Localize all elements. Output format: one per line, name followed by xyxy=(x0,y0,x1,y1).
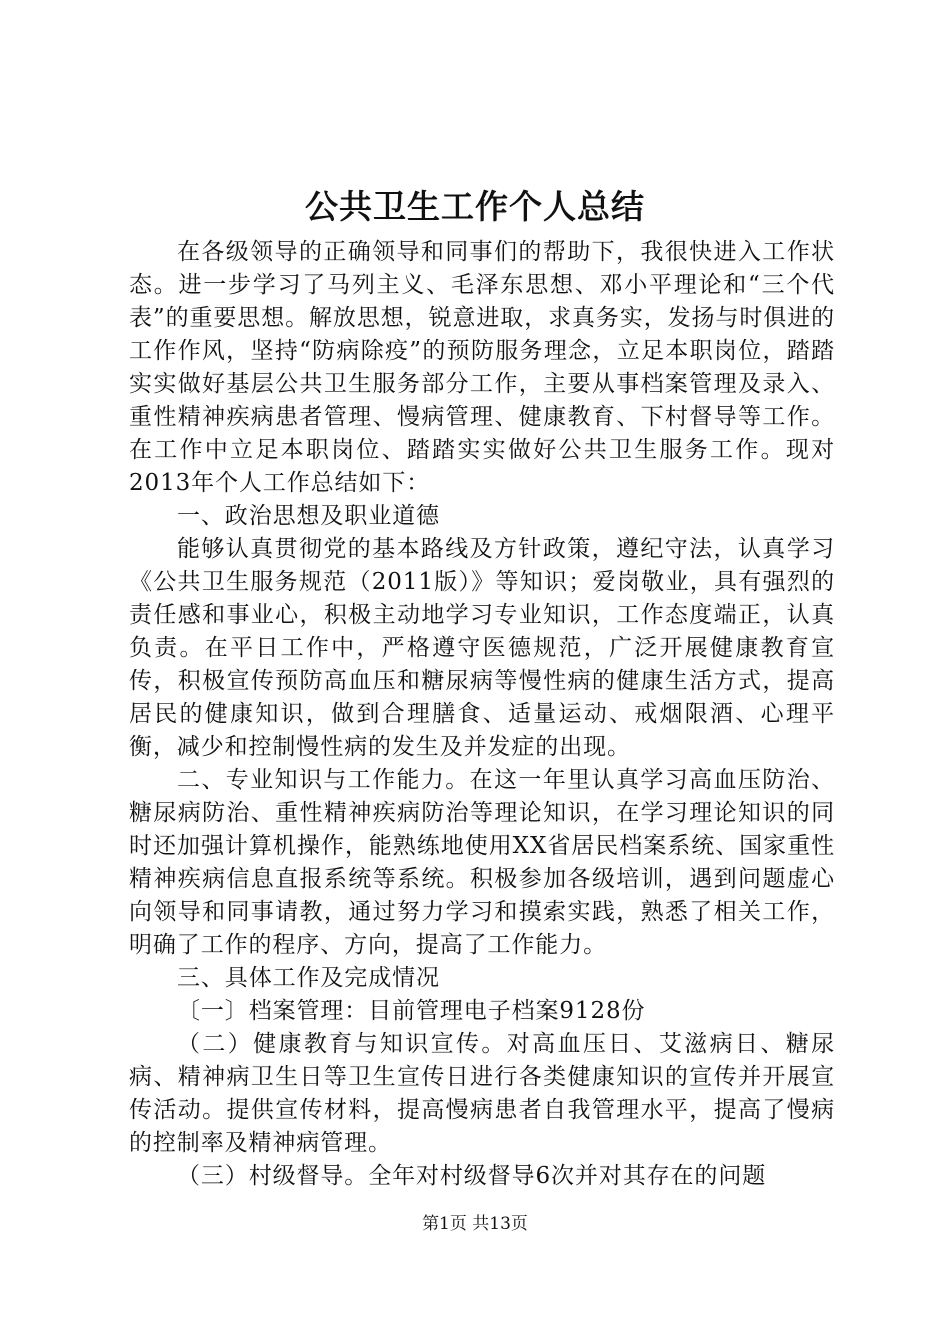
section-1-paragraph: 能够认真贯彻党的基本路线及方针政策，遵纪守法，认真学习《公共卫生服务规范（2011版）》等知识；爱岗敬业，具有强烈的责任感和事业心，积极主动地学习专业知识，工作态度端正，认真负责。在平日工作中，严格遵守医德规范，广泛开展健康教育宣传，积极宣传预防高血压和糖尿病等慢性病的健康生活方式，提高居民的健康知识，做到合理膳食、适量运动、戒烟限酒、心理平衡，减少和控制慢性病的发生及并发症的出现。 xyxy=(129,536,835,760)
document-body xyxy=(129,236,835,1193)
subsection-3-paragraph: （三）村级督导。全年对村级督导6次并对其存在的问题 xyxy=(177,1163,767,1189)
intro-paragraph: 在各级领导的正确领导和同事们的帮助下，我很快进入工作状态。进一步学习了马列主义、毛泽东思想、邓小平理论和“三个代表”的重要思想。解放思想，锐意进取，求真务实，发扬与时俱进的工作作风，坚持“防病除疫”的预防服务理念，立足本职岗位，踏踏实实做好基层公共卫生服务部分工作，主要从事档案管理及录入、重性精神疾病患者管理、慢病管理、健康教育、下村督导等工作。在工作中立足本职岗位、踏踏实实做好公共卫生服务工作。现对2013年个人工作总结如下： xyxy=(129,239,835,496)
section-heading-1: 一、政治思想及职业道德 xyxy=(177,503,440,529)
section-heading-3: 三、具体工作及完成情况 xyxy=(177,965,440,991)
section-2-paragraph: 二、专业知识与工作能力。在这一年里认真学习高血压防治、糖尿病防治、重性精神疾病防治等理论知识，在学习理论知识的同时还加强计算机操作，能熟练地使用XX省居民档案系统、国家重性精神疾病信息直报系统等系统。积极参加各级培训，遇到问题虚心向领导和同事请教，通过努力学习和摸索实践，熟悉了相关工作，明确了工作的程序、方向，提高了工作能力。 xyxy=(129,767,835,958)
subsection-2-paragraph: （二）健康教育与知识宣传。对高血压日、艾滋病日、糖尿病、精神病卫生日等卫生宣传日进行各类健康知识的宣传并开展宣传活动。提供宣传材料，提高慢病患者自我管理水平，提高了慢病的控制率及精神病管理。 xyxy=(129,1031,835,1156)
page-footer: 第1页 共13页 xyxy=(422,1214,528,1234)
subsection-1-paragraph: 〔一〕档案管理：目前管理电子档案9128份 xyxy=(177,998,646,1024)
document-title: 公共卫生工作个人总结 xyxy=(305,187,645,226)
